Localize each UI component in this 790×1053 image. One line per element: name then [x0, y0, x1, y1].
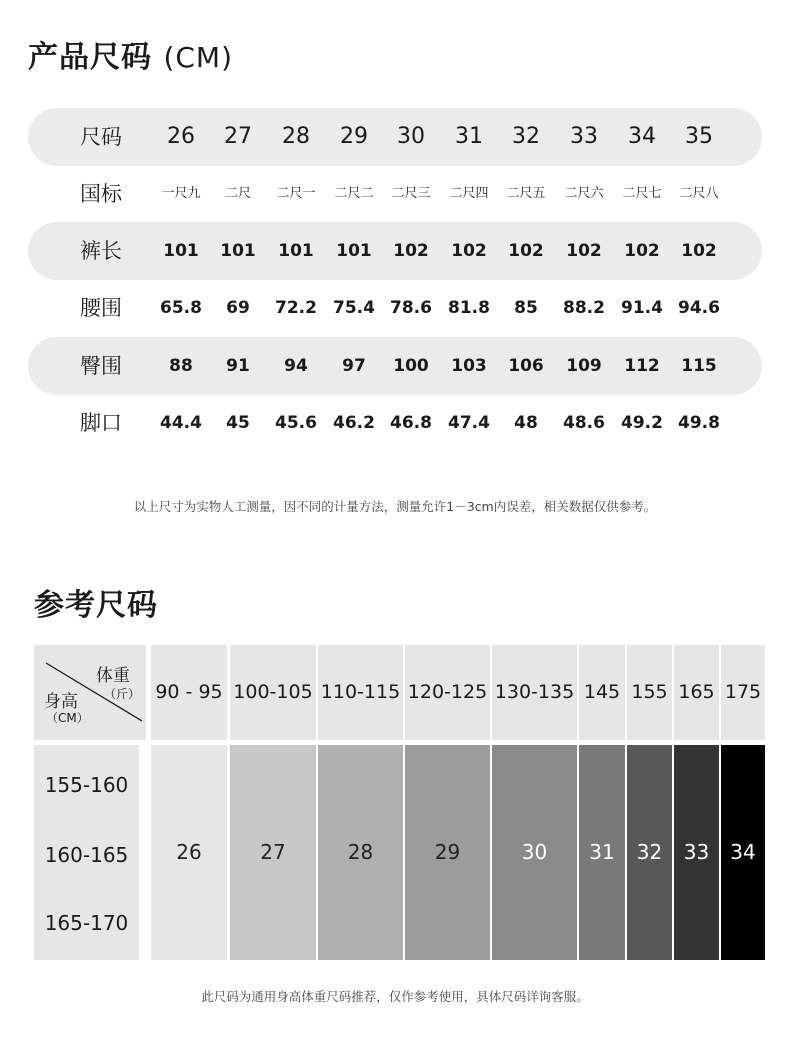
weight-header-cell: [318, 645, 403, 740]
table-cell: 88.2: [563, 298, 605, 318]
table-cell: 49.2: [621, 413, 663, 433]
hem-row: [28, 394, 762, 452]
table-cell: 75.4: [333, 298, 375, 318]
recommended-size-value: 32: [636, 840, 663, 864]
table-cell: 102: [393, 241, 429, 261]
row-label: 裤长: [80, 239, 122, 263]
table-cell: 26: [167, 124, 195, 149]
product-size-title: [28, 32, 233, 76]
size-block: [151, 745, 227, 960]
table-cell: 二尺一: [276, 186, 316, 201]
recommended-size-value: 26: [176, 840, 202, 864]
reference-note: 此尺码为通用身高体重尺码推荐，仅作参考使用，具体尺码详询客服。: [201, 989, 589, 1004]
height-column: [34, 745, 139, 960]
weight-header-cell: [230, 645, 316, 740]
table-cell: 101: [278, 241, 314, 261]
recommended-size-value: 30: [521, 840, 548, 864]
table-cell: 109: [566, 356, 602, 376]
table-cell: 88: [169, 356, 193, 376]
table-cell: 101: [336, 241, 372, 261]
weight-value: 120-125: [407, 681, 488, 703]
table-cell: 106: [508, 356, 544, 376]
size-block: [492, 745, 577, 960]
size-block: [405, 745, 490, 960]
weight-value: 145: [583, 681, 621, 703]
row-label: 臀围: [80, 354, 122, 378]
table-cell: 二尺三: [391, 186, 431, 201]
table-cell: 78.6: [390, 298, 432, 318]
table-cell: 101: [220, 241, 256, 261]
measurement-note: 以上尺寸为实物人工测量，因不同的计量方法，测量允许1－3cm内误差，相关数据仅供参考。: [133, 499, 657, 514]
table-cell: 102: [624, 241, 660, 261]
table-cell: 91: [226, 356, 250, 376]
row-label: 国标: [80, 182, 122, 206]
length-row: [28, 222, 762, 280]
waist-row: [28, 279, 762, 337]
weight-value: 90 - 95: [155, 681, 223, 703]
recommended-size-value: 31: [589, 840, 615, 864]
table-cell: 34: [628, 124, 656, 149]
table-cell: 一尺九: [161, 186, 201, 201]
weight-value: 155: [631, 681, 668, 703]
table-corner-header: [34, 645, 146, 740]
table-cell: 45: [226, 413, 250, 433]
table-cell: 97: [342, 356, 366, 376]
recommended-size-value: 34: [730, 840, 756, 864]
recommended-size-value: 28: [347, 840, 374, 864]
table-cell: 46.2: [333, 413, 375, 433]
table-cell: 102: [508, 241, 544, 261]
weight-unit: （斤）: [104, 687, 141, 701]
weight-label: 体重: [96, 666, 130, 686]
size-row: [28, 108, 762, 166]
product-size-unit: (CM): [163, 41, 234, 74]
table-cell: 44.4: [160, 413, 202, 433]
table-cell: 94.6: [678, 298, 720, 318]
weight-header-cell: [721, 645, 765, 740]
table-cell: 102: [681, 241, 717, 261]
table-cell: 30: [397, 124, 425, 149]
table-cell: 29: [340, 124, 368, 149]
national-standard-row: [28, 165, 762, 223]
table-cell: 二尺五: [506, 186, 546, 201]
weight-value: 110-115: [320, 681, 401, 703]
weight-header-cell: [151, 645, 227, 740]
table-cell: 45.6: [275, 413, 317, 433]
table-cell: 103: [451, 356, 487, 376]
weight-header-cell: [674, 645, 719, 740]
weight-header-cell: [405, 645, 490, 740]
row-label: 脚口: [80, 411, 122, 435]
table-cell: 115: [681, 356, 717, 376]
weight-value: 165: [678, 681, 715, 703]
table-cell: 48.6: [563, 413, 605, 433]
row-label: 尺码: [80, 125, 122, 149]
table-cell: 91.4: [621, 298, 663, 318]
table-cell: 94: [284, 356, 308, 376]
table-cell: 二尺二: [334, 186, 374, 201]
reference-size-title: 参考尺码: [34, 588, 158, 623]
table-cell: 102: [451, 241, 487, 261]
table-cell: 27: [224, 124, 252, 149]
height-value: 165-170: [44, 911, 129, 935]
table-cell: 二尺: [224, 186, 251, 201]
table-cell: 100: [393, 356, 429, 376]
table-cell: 72.2: [275, 298, 317, 318]
size-block: [674, 745, 719, 960]
table-cell: 二尺六: [564, 186, 604, 201]
table-cell: 46.8: [390, 413, 432, 433]
table-cell: 101: [163, 241, 199, 261]
table-cell: 二尺四: [449, 186, 489, 201]
height-label: 身高: [44, 692, 78, 712]
table-cell: 32: [512, 124, 540, 149]
size-block: [579, 745, 625, 960]
weight-header-cell: [579, 645, 625, 740]
row-label: 腰围: [80, 296, 122, 320]
table-cell: 102: [566, 241, 602, 261]
recommended-size-value: 33: [683, 840, 710, 864]
table-cell: 47.4: [448, 413, 490, 433]
table-cell: 二尺七: [622, 186, 662, 201]
weight-value: 130-135: [494, 681, 575, 703]
table-cell: 81.8: [448, 298, 490, 318]
size-block: [627, 745, 672, 960]
table-cell: 48: [514, 413, 538, 433]
weight-header-cell: [627, 645, 672, 740]
table-cell: 35: [685, 124, 713, 149]
table-cell: 112: [624, 356, 660, 376]
size-block: [721, 745, 765, 960]
table-cell: 28: [282, 124, 310, 149]
size-block: [318, 745, 403, 960]
weight-header-cell: [492, 645, 577, 740]
weight-value: 175: [724, 681, 762, 703]
height-unit: （CM）: [46, 711, 89, 725]
recommended-size-value: 27: [260, 840, 286, 864]
height-value: 155-160: [44, 773, 129, 797]
height-value: 160-165: [44, 843, 129, 867]
table-cell: 31: [455, 124, 483, 149]
table-cell: 49.8: [678, 413, 720, 433]
size-block: [230, 745, 316, 960]
recommended-size-value: 29: [434, 840, 461, 864]
table-cell: 65.8: [160, 298, 202, 318]
hip-row: [28, 337, 762, 395]
table-cell: 85: [514, 298, 538, 318]
weight-value: 100-105: [233, 681, 313, 703]
product-size-title-text: 产品尺码: [28, 40, 152, 75]
table-cell: 二尺八: [679, 186, 719, 201]
table-cell: 69: [226, 298, 250, 318]
table-cell: 33: [570, 124, 598, 149]
